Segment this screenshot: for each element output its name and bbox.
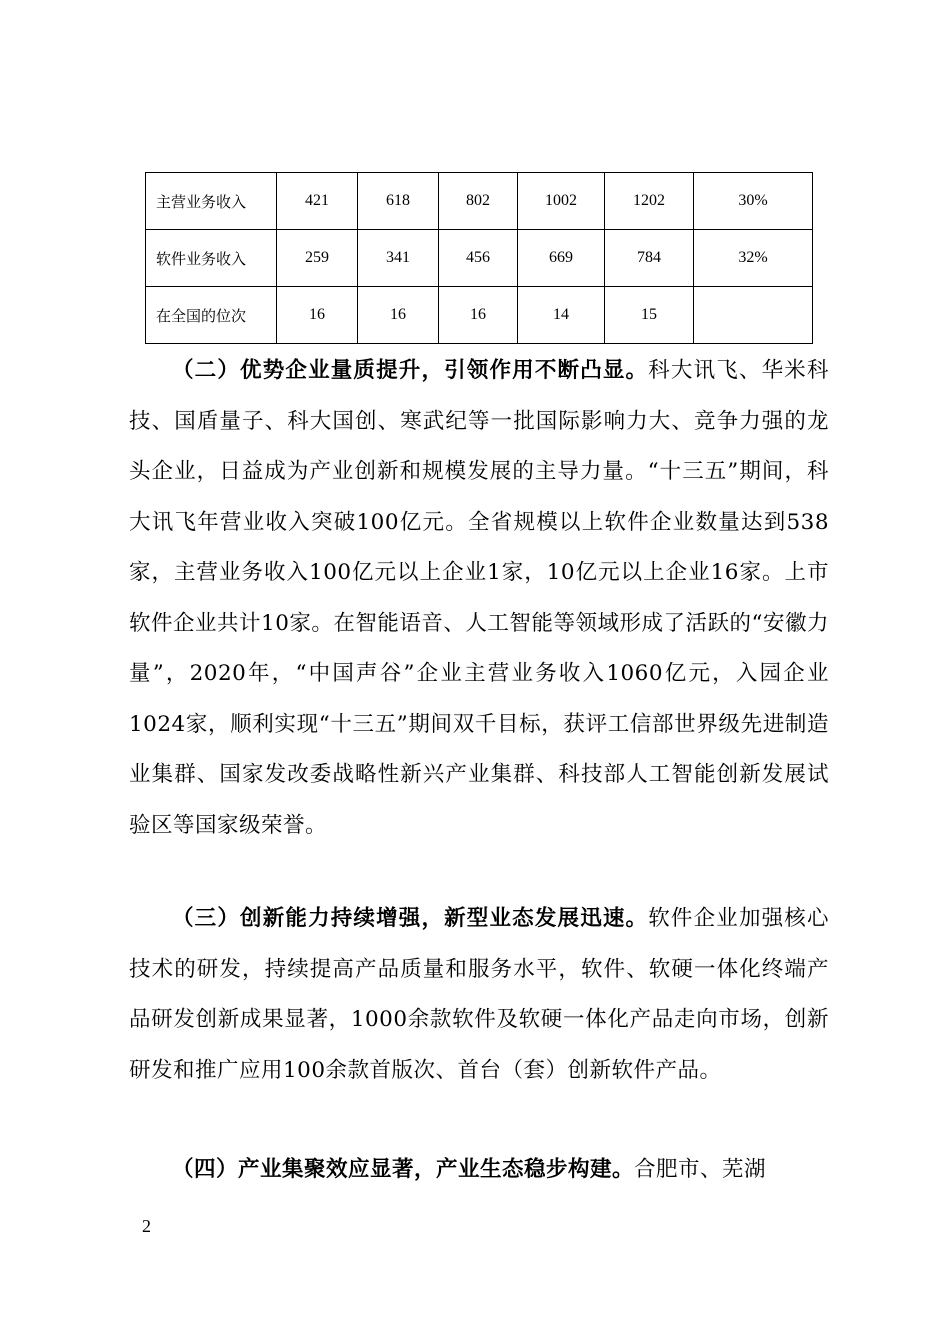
- table-cell: 32%: [694, 230, 813, 287]
- table-cell: 618: [358, 173, 439, 230]
- table-cell: 784: [605, 230, 694, 287]
- table-cell: 14: [518, 287, 605, 344]
- table-row: [146, 287, 813, 344]
- page-number: 2: [142, 1216, 151, 1236]
- section-three: [129, 894, 829, 1096]
- table-cell: 16: [277, 287, 358, 344]
- table-cell: 421: [277, 173, 358, 230]
- table-cell: 1202: [605, 173, 694, 230]
- table-cell: [694, 287, 813, 344]
- section-heading: （四）产业集聚效应显著，产业生态稳步构建。: [172, 1157, 635, 1182]
- section-heading: （二）优势企业量质提升，引领作用不断凸显。: [172, 358, 649, 383]
- table-row: [146, 230, 813, 287]
- table-cell: 16: [439, 287, 518, 344]
- table-cell: 341: [358, 230, 439, 287]
- table-cell: 802: [439, 173, 518, 230]
- paragraph: [129, 346, 829, 851]
- row-label: 在全国的位次: [146, 287, 277, 344]
- paragraph-body: 合肥市、芜湖: [634, 1157, 767, 1182]
- paragraph: [129, 894, 829, 1096]
- table-cell: 259: [277, 230, 358, 287]
- table-cell: 30%: [694, 173, 813, 230]
- section-two: [129, 346, 829, 851]
- section-heading: （三）创新能力持续增强，新型业态发展迅速。: [172, 906, 649, 931]
- table-cell: 1002: [518, 173, 605, 230]
- table-row: [146, 173, 813, 230]
- section-four: [129, 1145, 829, 1196]
- paragraph-body: 科大讯飞、华米科技、国盾量子、科大国创、寒武纪等一批国际影响力大、竞争力强的龙头企业，日益成为产业创新和规模发展的主导力量。“十三五”期间，科大讯飞年营业收入突破100亿元。全省规模以上软件企业数量达到538家，主营业务收入100亿元以上企业1家，10亿元以上企业16家。上市软件企业共计10家。在智能语音、人工智能等领域形成了活跃的“安徽力量”，2020年，“中国声谷”企业主营业务收入1060亿元，入园企业1024家，顺利实现“十三五”期间双千目标，获评工信部世界级先进制造业集群、国家发改委战略性新兴产业集群、科技部人工智能创新发展试验区等国家级荣誉。: [129, 358, 829, 838]
- row-label: 主营业务收入: [146, 173, 277, 230]
- table-cell: 16: [358, 287, 439, 344]
- table-cell: 669: [518, 230, 605, 287]
- table-cell: 456: [439, 230, 518, 287]
- paragraph-body: 软件企业加强核心技术的研发，持续提高产品质量和服务水平，软件、软硬一体化终端产品研发创新成果显著，1000余款软件及软硬一体化产品走向市场，创新研发和推广应用100余款首版次、首台（套）创新软件产品。: [129, 906, 829, 1083]
- paragraph: [129, 1145, 829, 1196]
- row-label: 软件业务收入: [146, 230, 277, 287]
- statistics-table: [145, 172, 813, 344]
- table-cell: 15: [605, 287, 694, 344]
